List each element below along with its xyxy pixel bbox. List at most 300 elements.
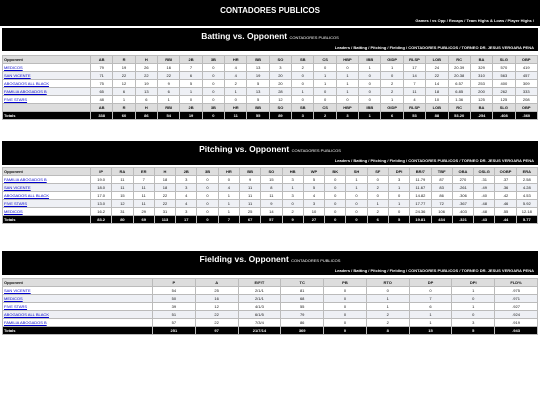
stat-cell: 0 — [324, 295, 367, 303]
column-header[interactable]: CS — [314, 56, 336, 64]
column-header[interactable]: HBP — [336, 104, 358, 112]
stat-cell: 25 — [239, 208, 260, 216]
stat-cell: 16.2 — [91, 208, 112, 216]
column-header[interactable]: ER — [133, 168, 154, 176]
stat-cell: 4 — [403, 96, 425, 104]
stat-cell: 6 — [180, 72, 202, 80]
pitching-links[interactable]: Leaders / Batting / Pitching / Fielding / CONTADORES PUBLICOS / TORNEO DR. JESUS VERGARA PENA — [334, 158, 534, 163]
batting-links[interactable]: Leaders / Batting / Pitching / Fielding / CONTADORES PUBLICOS / TORNEO DR. JESUS VERGARA PENA — [334, 45, 534, 50]
stat-cell: 31 — [112, 208, 133, 216]
table-row — [3, 176, 538, 184]
column-header[interactable]: TBF — [431, 168, 452, 176]
column-header[interactable]: BA — [470, 56, 492, 64]
stat-cell: 3 — [176, 208, 197, 216]
stat-cell: .40 — [474, 192, 495, 200]
stat-cell: 1 — [388, 184, 409, 192]
total-cell: 5.77 — [516, 216, 537, 224]
stat-cell: 310 — [470, 72, 492, 80]
stat-cell: 19 — [247, 72, 269, 80]
column-header[interactable]: 2B — [176, 168, 197, 176]
total-cell: .408 — [493, 112, 515, 120]
column-header[interactable]: AB — [91, 56, 113, 64]
stat-cell: 1 — [388, 200, 409, 208]
stat-cell: 0 — [366, 287, 409, 295]
column-header[interactable]: RBI — [158, 56, 180, 64]
stat-cell: 13 — [247, 88, 269, 96]
stat-cell: 1 — [225, 88, 247, 96]
column-header[interactable]: OBP — [515, 104, 537, 112]
total-cell: 17 — [176, 216, 197, 224]
column-header[interactable]: SB — [292, 56, 314, 64]
column-header[interactable]: IBB — [359, 56, 381, 64]
column-header[interactable]: E/F/T — [238, 279, 281, 287]
total-cell: .943 — [495, 327, 538, 335]
stat-cell: 2 — [366, 319, 409, 327]
column-header[interactable]: HR — [225, 56, 247, 64]
fielding-links[interactable]: Leaders / Batting / Pitching / Fielding / CONTADORES PUBLICOS / TORNEO DR. JESUS VERGARA PENA — [334, 268, 534, 273]
stat-cell: 3 — [176, 176, 197, 184]
stat-cell: 0 — [202, 88, 224, 96]
column-header[interactable]: R — [113, 104, 135, 112]
stat-cell: 26 — [135, 64, 157, 72]
opponent-link[interactable]: FIVE STARS — [3, 303, 153, 311]
stat-cell: 17.77 — [410, 200, 431, 208]
stat-cell: 65 — [91, 88, 113, 96]
column-header[interactable]: FLD% — [495, 279, 538, 287]
column-header[interactable]: OBP — [515, 56, 537, 64]
total-cell: 60 — [113, 112, 135, 120]
stat-cell: 309 — [515, 80, 537, 88]
table-row — [3, 303, 538, 311]
stat-cell: 0 — [325, 208, 346, 216]
stat-cell: 0 — [314, 64, 336, 72]
stat-cell: 20.38 — [448, 72, 470, 80]
stat-cell: 5 — [247, 96, 269, 104]
stat-cell: 0 — [388, 208, 409, 216]
total-cell: 19 — [180, 112, 202, 120]
stat-cell: 0 — [197, 208, 218, 216]
stat-cell: 0 — [202, 72, 224, 80]
stat-cell: 11 — [239, 192, 260, 200]
stat-cell: 457 — [515, 72, 537, 80]
stat-cell: 86 — [431, 192, 452, 200]
total-cell: 86 — [135, 112, 157, 120]
stat-cell: 6 — [158, 88, 180, 96]
top-nav-links[interactable]: Games / vs Opp / Recaps / Team Highs & Lows / Player Highs / — [415, 18, 534, 23]
stat-cell: 2 — [366, 311, 409, 319]
total-cell: 15 — [409, 327, 452, 335]
opponent-link[interactable]: ABOGADOS ALL BLACK — [3, 80, 91, 88]
opponent-link[interactable]: MEDICOS — [3, 64, 91, 72]
total-cell: 83.2 — [91, 216, 112, 224]
table-row — [3, 72, 538, 80]
stat-cell: 16 — [158, 64, 180, 72]
column-header[interactable]: GIDP — [381, 104, 403, 112]
stat-cell: 570 — [493, 64, 515, 72]
stat-cell: 0 — [314, 96, 336, 104]
total-cell: 54 — [158, 112, 180, 120]
column-header[interactable]: RLSP — [403, 56, 425, 64]
stat-cell: 75 — [91, 80, 113, 88]
column-header[interactable]: SLG — [493, 104, 515, 112]
stat-cell: .927 — [495, 303, 538, 311]
stat-cell: 39 — [153, 303, 196, 311]
stat-cell: 17.0 — [91, 192, 112, 200]
stat-cell: 50 — [153, 295, 196, 303]
batting-title: Batting vs. Opponent — [201, 31, 288, 41]
total-cell: 19.81 — [410, 216, 431, 224]
total-cell: 69 — [133, 216, 154, 224]
column-header[interactable]: 3B — [197, 168, 218, 176]
stat-cell: 3 — [176, 184, 197, 192]
column-header[interactable]: RC — [448, 104, 470, 112]
column-header[interactable]: HR — [218, 168, 239, 176]
table-row — [3, 88, 538, 96]
stat-cell: 11 — [403, 88, 425, 96]
total-cell: 2 — [314, 112, 336, 120]
stat-cell: 10 — [303, 208, 324, 216]
batting-section-header — [2, 28, 538, 51]
stat-cell: .924 — [495, 311, 538, 319]
opponent-link[interactable]: ABOGADOS ALL BLACK — [3, 192, 91, 200]
column-header[interactable]: BR/7 — [410, 168, 431, 176]
opponent-link[interactable]: FIVE STARS — [3, 96, 91, 104]
stat-cell: 18 — [426, 88, 448, 96]
column-header[interactable]: RTO — [366, 279, 409, 287]
column-header[interactable]: IP — [91, 168, 112, 176]
batting-team: CONTADORES PUBLICOS — [289, 35, 339, 40]
total-cell: 5 — [388, 216, 409, 224]
column-header[interactable]: SB — [292, 104, 314, 112]
column-header[interactable]: H — [135, 56, 157, 64]
stat-cell: 0 — [452, 311, 495, 319]
column-header[interactable]: AB — [91, 104, 113, 112]
column-header[interactable]: 3B — [202, 56, 224, 64]
column-header[interactable]: WP — [303, 168, 324, 176]
opponent-link[interactable]: SAN VICENTE — [3, 287, 153, 295]
stat-cell: 419 — [515, 64, 537, 72]
stat-cell: 0 — [381, 72, 403, 80]
stat-cell: 19 — [113, 64, 135, 72]
stat-cell: 10 — [426, 96, 448, 104]
stat-cell: 1 — [346, 184, 367, 192]
stat-cell: 6 — [113, 88, 135, 96]
stat-cell: 200 — [470, 88, 492, 96]
stat-cell: 1 — [282, 184, 303, 192]
header-row — [3, 168, 538, 176]
column-header[interactable]: Opponent — [3, 56, 91, 64]
pitching-section-header — [2, 141, 538, 165]
total-cell: 7 — [218, 216, 239, 224]
stat-cell: 16 — [195, 295, 238, 303]
column-header[interactable]: 3B — [202, 104, 224, 112]
totals-label: Totals — [3, 112, 91, 120]
stat-cell: 0 — [292, 72, 314, 80]
opponent-link[interactable]: FAMILIA ABOGADOS B — [3, 176, 91, 184]
column-header[interactable]: DPI — [452, 279, 495, 287]
opponent-link[interactable]: MEDICOS — [3, 208, 91, 216]
stat-cell: 0 — [197, 184, 218, 192]
table-row — [3, 96, 538, 104]
stat-cell: 333 — [515, 88, 537, 96]
stat-cell: 2/1/1 — [238, 295, 281, 303]
stat-cell: 2 — [225, 80, 247, 88]
stat-cell: 4 — [225, 64, 247, 72]
column-header[interactable]: 2B — [180, 56, 202, 64]
stat-cell: 6/1/5 — [238, 311, 281, 319]
column-header[interactable]: RLSP — [403, 104, 425, 112]
stat-cell: 1 — [452, 287, 495, 295]
column-header[interactable]: OBA — [452, 168, 473, 176]
stat-cell: 87 — [431, 176, 452, 184]
column-header[interactable]: H — [135, 104, 157, 112]
stat-cell: 12 — [113, 80, 135, 88]
total-cell: 53 — [403, 112, 425, 120]
stat-cell: 2 — [292, 64, 314, 72]
stat-cell: 79 — [281, 311, 324, 319]
column-header[interactable]: HR — [225, 104, 247, 112]
stat-cell: 12 — [269, 96, 291, 104]
opponent-link[interactable]: MEDICOS — [3, 295, 153, 303]
column-header[interactable]: SH — [346, 168, 367, 176]
stat-cell: 1 — [366, 303, 409, 311]
column-header[interactable]: LOB — [426, 104, 448, 112]
stat-cell: 11 — [112, 176, 133, 184]
table-row — [3, 208, 538, 216]
stat-cell: 0 — [367, 176, 388, 184]
total-cell: 251 — [153, 327, 196, 335]
stat-cell: 3 — [452, 319, 495, 327]
stat-cell: 4 — [176, 192, 197, 200]
total-cell: 27 — [303, 216, 324, 224]
stat-cell: 1 — [158, 96, 180, 104]
total-cell: .44 — [495, 216, 516, 224]
stat-cell: 6 — [135, 96, 157, 104]
stat-cell: 7/3/4 — [238, 319, 281, 327]
stat-cell: 125 — [493, 96, 515, 104]
stat-cell: .31 — [474, 176, 495, 184]
stat-cell: 15 — [112, 192, 133, 200]
column-header[interactable]: Opponent — [3, 279, 153, 287]
stat-cell: .37 — [495, 176, 516, 184]
stat-cell: 0 — [197, 200, 218, 208]
opponent-link[interactable]: SAN VICENTE — [3, 184, 91, 192]
stat-cell: 0 — [282, 200, 303, 208]
stat-cell: 0 — [314, 88, 336, 96]
stat-cell: 5.92 — [516, 200, 537, 208]
column-header[interactable]: SO — [261, 168, 282, 176]
stat-cell: .975 — [495, 287, 538, 295]
stat-cell: 54 — [153, 287, 196, 295]
column-header[interactable]: TC — [281, 279, 324, 287]
column-header[interactable]: GIDP — [381, 56, 403, 64]
stat-cell: 1 — [409, 311, 452, 319]
column-header[interactable]: RA — [112, 168, 133, 176]
total-cell: 6 — [367, 216, 388, 224]
total-cell: 80 — [112, 216, 133, 224]
stat-cell: .261 — [452, 184, 473, 192]
stat-cell: 0 — [324, 303, 367, 311]
stat-cell: .306 — [452, 192, 473, 200]
stat-cell: 79 — [91, 64, 113, 72]
column-header[interactable]: CS — [314, 104, 336, 112]
column-header[interactable]: BB — [247, 104, 269, 112]
stat-cell: 81 — [281, 287, 324, 295]
column-header[interactable]: RBI — [158, 104, 180, 112]
opponent-link[interactable]: FAMILIA ABOGADOS B — [3, 88, 91, 96]
column-header[interactable]: IBB — [359, 104, 381, 112]
column-header[interactable]: SLG — [493, 56, 515, 64]
stat-cell: 1 — [336, 72, 358, 80]
stat-cell: 1 — [218, 208, 239, 216]
stat-cell: .367 — [452, 200, 473, 208]
opponent-link[interactable]: ABOGADOS ALL BLACK — [3, 311, 153, 319]
stat-cell: 11 — [239, 184, 260, 192]
stat-cell: 12 — [195, 303, 238, 311]
total-cell: 338 — [91, 112, 113, 120]
stat-cell: 0 — [325, 192, 346, 200]
column-header[interactable]: 2B — [180, 104, 202, 112]
stat-cell: 1 — [452, 303, 495, 311]
stat-cell: 2/1/1 — [238, 287, 281, 295]
column-header[interactable]: BA — [470, 104, 492, 112]
stat-cell: 29 — [133, 208, 154, 216]
column-header[interactable]: BK — [325, 168, 346, 176]
stat-cell: 9 — [261, 200, 282, 208]
batting-table — [2, 55, 538, 120]
stat-cell: 11.79 — [410, 176, 431, 184]
stat-cell: .48 — [474, 208, 495, 216]
stat-cell: 329 — [470, 64, 492, 72]
column-header[interactable]: BB — [239, 168, 260, 176]
total-cell: 55 — [247, 112, 269, 120]
column-header[interactable]: A — [195, 279, 238, 287]
stat-cell: 4/1/3 — [238, 303, 281, 311]
column-header[interactable]: H — [154, 168, 175, 176]
stat-cell: 6 — [409, 303, 452, 311]
stat-cell: 1 — [366, 295, 409, 303]
stat-cell: 262 — [493, 88, 515, 96]
stat-cell: 1 — [292, 88, 314, 96]
table-row — [3, 311, 538, 319]
stat-cell: 31 — [154, 208, 175, 216]
stat-cell: 0 — [197, 192, 218, 200]
stat-cell: .48 — [474, 200, 495, 208]
stat-cell: 0 — [324, 287, 367, 295]
table-row — [3, 295, 538, 303]
column-header[interactable]: SO — [269, 104, 291, 112]
total-cell: 434 — [431, 216, 452, 224]
stat-cell: 1 — [336, 88, 358, 96]
table-row — [3, 287, 538, 295]
stat-cell: 24.36 — [410, 208, 431, 216]
column-header[interactable] — [3, 104, 91, 112]
stat-cell: 3 — [282, 176, 303, 184]
total-cell: 3 — [336, 112, 358, 120]
stat-cell: 2 — [367, 184, 388, 192]
stat-cell: .46 — [495, 200, 516, 208]
column-header[interactable]: P — [153, 279, 196, 287]
total-cell: 5 — [452, 327, 495, 335]
stat-cell: 3 — [388, 176, 409, 184]
stat-cell: 0 — [452, 295, 495, 303]
stat-cell: 11 — [133, 200, 154, 208]
column-header[interactable]: PB — [324, 279, 367, 287]
column-header[interactable]: Opponent — [3, 168, 91, 176]
stat-cell: 0 — [202, 80, 224, 88]
total-cell: 3 — [292, 112, 314, 120]
column-header[interactable]: OSLG — [474, 168, 495, 176]
stat-cell: 1 — [346, 176, 367, 184]
column-header[interactable]: HB — [282, 168, 303, 176]
opponent-link[interactable]: SAN VICENTE — [3, 72, 91, 80]
table-row — [3, 184, 538, 192]
total-cell: 0 — [324, 327, 367, 335]
column-header[interactable]: OOBP — [495, 168, 516, 176]
table-row — [3, 200, 538, 208]
opponent-link[interactable]: FAMILIA ABOGADOS B — [3, 319, 153, 327]
stat-cell: 1 — [381, 96, 403, 104]
column-header[interactable]: ERA — [516, 168, 537, 176]
stat-cell: 1 — [367, 200, 388, 208]
stat-cell: 0 — [325, 200, 346, 208]
stat-cell: 6.57 — [448, 80, 470, 88]
stat-cell: 2.58 — [516, 176, 537, 184]
total-cell: 0 — [325, 216, 346, 224]
top-banner — [0, 0, 540, 26]
column-header[interactable]: DP — [409, 279, 452, 287]
stat-cell: 9 — [158, 80, 180, 88]
column-header[interactable]: R — [113, 56, 135, 64]
stat-cell: 0 — [359, 72, 381, 80]
stat-cell: 7 — [133, 176, 154, 184]
stat-cell: 0 — [359, 88, 381, 96]
total-cell: 21/7/14 — [238, 327, 281, 335]
stat-cell: 15 — [261, 176, 282, 184]
column-header[interactable]: SO — [269, 56, 291, 64]
stat-cell: 86 — [281, 319, 324, 327]
column-header[interactable]: DPI — [388, 168, 409, 176]
stat-cell: 22 — [154, 192, 175, 200]
column-header[interactable]: LOB — [426, 56, 448, 64]
totals-row — [3, 112, 538, 120]
stat-cell: 0 — [359, 80, 381, 88]
column-header[interactable]: BB — [247, 56, 269, 64]
stat-cell: 0 — [346, 208, 367, 216]
total-cell: 57 — [261, 216, 282, 224]
column-header[interactable]: HBP — [336, 56, 358, 64]
total-cell: 369 — [281, 327, 324, 335]
stat-cell: 1 — [314, 72, 336, 80]
totals-row — [3, 327, 538, 335]
stat-cell: 11 — [239, 200, 260, 208]
stat-cell: 0 — [359, 96, 381, 104]
stat-cell: 1 — [409, 319, 452, 327]
stat-cell: 68 — [281, 295, 324, 303]
total-cell: .43 — [474, 216, 495, 224]
stat-cell: 0 — [325, 184, 346, 192]
stat-cell: 1 — [381, 64, 403, 72]
stat-cell: 20.39 — [448, 64, 470, 72]
stat-cell: 0 — [336, 96, 358, 104]
pitching-title: Pitching vs. Opponent — [199, 144, 290, 154]
stat-cell: 57 — [153, 319, 196, 327]
opponent-link[interactable]: FIVE STARS — [3, 200, 91, 208]
column-header[interactable]: SF — [367, 168, 388, 176]
stat-cell: 0 — [180, 96, 202, 104]
stat-cell: 6.85 — [448, 88, 470, 96]
column-header[interactable]: RC — [448, 56, 470, 64]
